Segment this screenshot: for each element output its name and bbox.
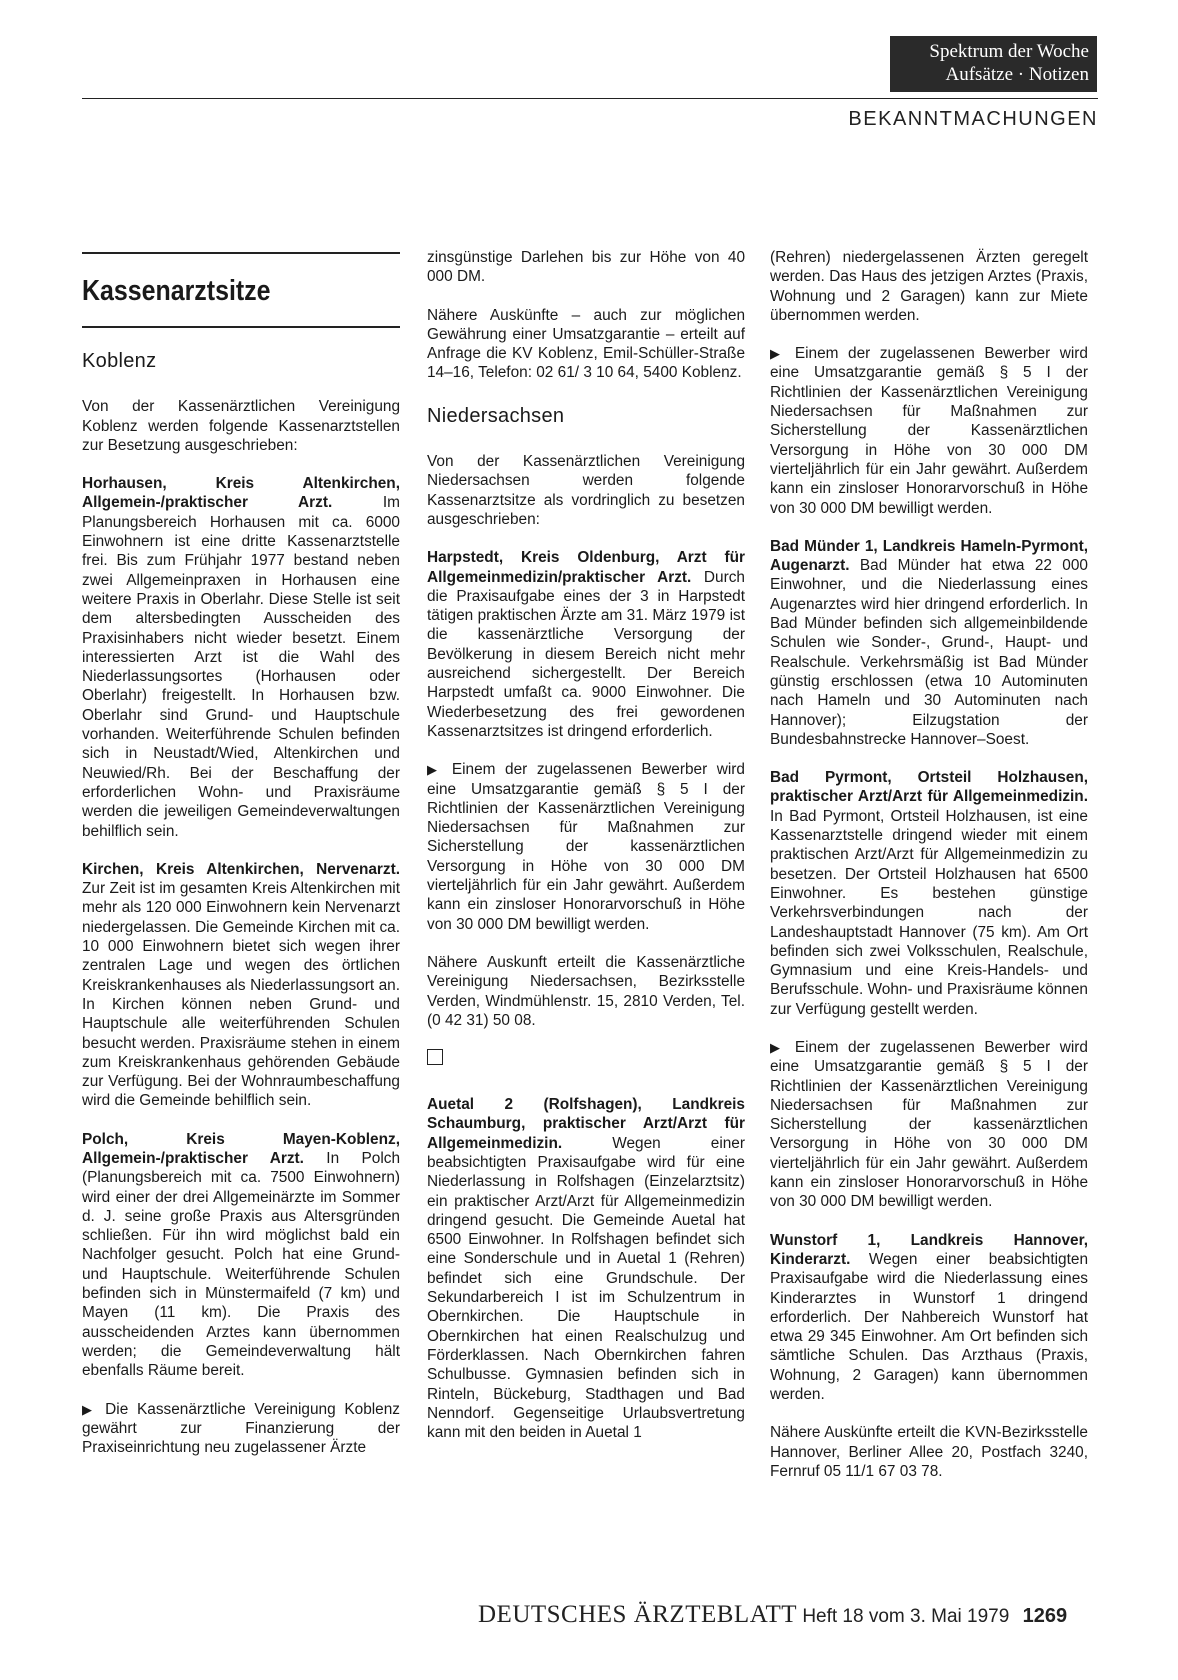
listing-heading: Auetal 2 (Rolfshagen), Landkreis Schaumburg, praktischer Arzt/Arzt für Allgemeinmedizin.: [427, 1096, 745, 1152]
guarantee-paragraph: [770, 1038, 1088, 1212]
issue-info: Heft 18 vom 3. Mai 1979: [802, 1606, 1010, 1627]
listing-heading: Wunstorf 1, Landkreis Hannover, Kinderarzt.: [770, 1231, 1088, 1268]
journal-name: DEUTSCHES ÄRZTEBLATT: [478, 1601, 798, 1628]
column-2: [427, 248, 745, 1461]
listing-body: Bad Münder hat etwa 22 000 Einwohner, und die Niederlassung eines Augenarztes wird hier dringend erforderlich. In Bad Münder befinden sich allgemeinbildende Schulen wie Sonder-, Grund-, Haupt- und Realschule. Verkehrsmäßig ist Bad Münder günstig erschlossen (etwa 10 Autominuten nach Hameln und 30 Autominuten nach Hannover); Eilzugstation der Bundesbahnstrecke Hannover–Soest.: [770, 557, 1088, 748]
page-number: 1269: [1022, 1605, 1068, 1627]
triangle-right-icon: ▶: [770, 346, 786, 362]
guarantee-paragraph: [427, 760, 745, 934]
section-badge: [890, 36, 1097, 92]
funding-paragraph: [82, 1400, 400, 1458]
listing-body: Wegen einer beabsichtigten Praxisaufgabe wird für eine Niederlassung in Rolfshagen (Einzelarztsitz) ein praktischer Arzt/Arzt für Allgemeinmedizin dringend gesucht. Die Gemeinde Auetal hat 6500 Einwohner. In Rolfshagen befindet sich eine Sonderschule und in Auetal 1 (Rehren) befindet sich eine Grundschule. Der Sekundarbereich I ist im Schulzentrum in Obernkirchen. Die Hauptschule in Obernkirchen hat einen Realschulzug und Förderklassen. Nach Obernkirchen fahren Schulbusse. Gymnasien befinden sich in Rinteln, Bückeburg, Stadthagen und Bad Nenndorf. Gegenseitige Urlaubsvertretung kann mit den beiden in Auetal 1: [427, 1134, 745, 1442]
listing-harpstedt: [427, 548, 745, 741]
contact-paragraph-hannover: Nähere Auskünfte erteilt die KVN-Bezirksstelle Hannover, Berliner Allee 20, Postfach 3240, Fernruf 05 11/1 67 03 78.: [770, 1424, 1088, 1480]
listing-wunstorf: [770, 1231, 1088, 1405]
separator-square-icon: [427, 1049, 443, 1065]
paragraph-body: Die Kassenärztliche Vereinigung Koblenz gewährt zur Finanzierung der Praxiseinrichtung neu zugelassener Ärzte: [82, 1400, 400, 1457]
listing-horhausen: [82, 474, 400, 841]
listing-body: Zur Zeit ist im gesamten Kreis Altenkirchen mit mehr als 120 000 Einwohnern kein Nervenarzt niedergelassen. Die Gemeinde Kirchen mit ca. 10 000 Einwohnern bietet sich wegen ihrer zentralen Lage und wegen des örtlichen Kreiskrankenhauses als Niederlassungsort an. In Kirchen können neben Grund- und Hauptschule alle weiterführenden Schulen besucht werden. Praxisräume stehen in einem zum Kreiskrankenhaus gehörenden Gebäude zur Verfügung. Bei der Wohnraumbeschaffung wird die Gemeinde behilflich sein.: [82, 880, 400, 1110]
listing-heading: Horhausen, Kreis Altenkirchen, Allgemein-/praktischer Arzt.: [82, 475, 400, 512]
intro-paragraph: Von der Kassenärztlichen Vereinigung Koblenz werden folgende Kassenarztstellen zur Besetzung ausgeschrieben:: [82, 398, 400, 454]
listing-body: In Polch (Planungsbereich mit ca. 7500 Einwohnern) wird einer der drei Allgemeinärzte im Sommer d. J. seine große Praxis aus Altersgründen schließen. Für ihn wird möglichst bald ein Nachfolger gesucht. Polch hat eine Grund- und Hauptschule. Weiterführende Schulen befinden sich in Münstermaifeld (7 km) und Mayen (11 km). Die Praxis des ausscheidenden Arztes kann übernommen werden; die Gemeindeverwaltung hält ebenfalls Räume bereit.: [82, 1149, 401, 1380]
badge-line-2: Aufsätze · Notizen: [945, 64, 1089, 85]
listing-body: Wegen einer beabsichtigten Praxisaufgabe wird die Niederlassung eines Kinderarztes in Wunstorf 1 dringend erforderlich. Der Nahbereich Wunstorf hat etwa 29 345 Einwohner. Am Ort befinden sich sämtliche Schulen. Das Arzthaus (Praxis, Wohnung, 2 Garagen) kann übernommen werden.: [770, 1250, 1088, 1404]
listing-heading: Bad Pyrmont, Ortsteil Holzhausen, praktischer Arzt/Arzt für Allgemeinmedizin.: [770, 769, 1088, 806]
column-1: [82, 248, 400, 1476]
listing-auetal: [427, 1095, 745, 1442]
listing-bad-muender: [770, 537, 1088, 749]
region-heading-koblenz: Koblenz: [82, 350, 157, 372]
listing-bad-pyrmont: [770, 768, 1088, 1019]
top-rule: [82, 98, 1098, 99]
contact-paragraph-koblenz: Nähere Auskünfte – auch zur möglichen Gewährung einer Umsatzgarantie – erteilt auf Anfrage die KV Koblenz, Emil-Schüller-Straße 14–16, Telefon: 02 61/ 3 10 64, 5400 Koblenz.: [427, 306, 745, 382]
continued-paragraph: zinsgünstige Darlehen bis zur Höhe von 40 000 DM.: [427, 249, 745, 286]
title-rule-top: [82, 252, 400, 254]
paragraph-body: Einem der zugelassenen Bewerber wird eine Umsatzgarantie gemäß § 5 I der Richtlinien der Kassenärztlichen Vereinigung Niedersachsen für Maßnahmen zur Sicherstellung der Kassenärztlichen Versorgung in Höhe von 30 000 DM vierteljährlich für ein Jahr gewährt. Außerdem kann ein zinsloser Honorarvorschuß in Höhe von 30 000 DM bewilligt werden.: [770, 345, 1088, 517]
triangle-right-icon: ▶: [427, 762, 443, 778]
paragraph-body: Einem der zugelassenen Bewerber wird eine Umsatzgarantie gemäß § 5 I der Richtlinien der Kassenärztlichen Vereinigung Niedersachsen für Maßnahmen zur Sicherstellung der kassenärztlichen Versorgung in Höhe von 30 000 DM vierteljährlich für ein Jahr gewährt. Außerdem kann ein zinsloser Honorarvorschuß in Höhe von 30 000 DM bewilligt werden.: [427, 761, 745, 933]
listing-heading: Bad Münder 1, Landkreis Hameln-Pyrmont, Augenarzt.: [770, 537, 1088, 575]
listing-heading: Kirchen, Kreis Altenkirchen, Nervenarzt.: [82, 860, 400, 878]
listing-body: Im Planungsbereich Horhausen mit ca. 6000 Einwohnern ist eine dritte Kassenarztstelle frei. Bis zum Frühjahr 1977 bestand neben zwei Allgemeinpraxen in Horhausen eine weitere Praxis in Oberlahr. Diese Stelle ist seit dem altersbedingten Ausscheiden des Praxisinhabers nicht wieder besetzt. Einem interessierten Arzt ist die Wahl des Niederlassungsortes (Horhausen oder Oberlahr) freigestellt. In Horhausen bzw. Oberlahr sind Grund- und Hauptschule vorhanden. Weiterführende Schulen befinden sich in Neustadt/Wied, Altenkirchen und Neuwied/Rh. Bei der Beschaffung der erforderlichen Wohn- und Praxisräume werden die jeweiligen Gemeindeverwaltungen behilflich sein.: [82, 494, 400, 840]
page-footer: [478, 1601, 1067, 1629]
title-rule-bottom: [82, 326, 400, 328]
section-heading: BEKANNTMACHUNGEN: [848, 108, 1098, 130]
intro-paragraph: Von der Kassenärztlichen Vereinigung Niedersachsen werden folgende Kassenarztsitze als vordringlich zu besetzen ausgeschrieben:: [427, 453, 745, 528]
contact-paragraph-verden: Nähere Auskunft erteilt die Kassenärztliche Vereinigung Niedersachsen, Bezirksstelle Verden, Windmühlenstr. 15, 2810 Verden, Tel. (0 42 31) 50 08.: [427, 953, 745, 1029]
listing-kirchen: [82, 860, 400, 1111]
listing-body: In Bad Pyrmont, Ortsteil Holzhausen, ist eine Kassenarztstelle dringend wieder mit einem praktischen Arzt/Arzt für Allgemeinmedizin zu besetzen. Der Ortsteil Holzhausen hat 6500 Einwohner. Es bestehen günstige Verkehrsverbindungen nach der Landeshauptstadt Hannover (75 km). Am Ort befinden sich zwei Volksschulen, Realschule, Gymnasium und eine Kreis-Handels- und Berufsschule. Wohn- und Praxisräume können zur Verfügung gestellt werden.: [770, 807, 1088, 1018]
listing-heading: Polch, Kreis Mayen-Koblenz, Allgemein-/praktischer Arzt.: [82, 1130, 400, 1167]
region-heading-niedersachsen: Niedersachsen: [427, 404, 565, 427]
triangle-right-icon: ▶: [82, 1401, 97, 1417]
guarantee-paragraph: [770, 344, 1088, 518]
column-3: [770, 248, 1088, 1500]
page-title: Kassenarztsitze: [82, 275, 271, 307]
listing-polch: [82, 1130, 400, 1381]
listing-heading: Harpstedt, Kreis Oldenburg, Arzt für Allgemeinmedizin/praktischer Arzt.: [427, 549, 745, 586]
badge-line-1: Spektrum der Woche: [929, 41, 1089, 62]
listing-body: Durch die Praxisaufgabe eines der 3 in Harpstedt tätigen praktischen Ärzte am 31. März 1979 ist die kassenärztliche Versorgung der Bevölkerung in diesem Bereich nicht mehr ausreichend sichergestellt. Der Bereich Harpstedt umfaßt ca. 9000 Einwohner. Die Wiederbesetzung des frei gewordenen Kassenarztsitzes ist dringend erforderlich.: [427, 568, 745, 740]
paragraph-body: Einem der zugelassenen Bewerber wird eine Umsatzgarantie gemäß § 5 I der Richtlinien der Kassenärztlichen Vereinigung Niedersachsen für Maßnahmen zur Sicherstellung der kassenärztlichen Versorgung in Höhe von 30 000 DM vierteljährlich für ein Jahr gewährt. Außerdem kann ein zinsloser Honorarvorschuß in Höhe von 30 000 DM bewilligt werden.: [770, 1038, 1088, 1211]
triangle-right-icon: ▶: [770, 1039, 786, 1055]
continued-paragraph: (Rehren) niedergelassenen Ärzten geregelt werden. Das Haus des jetzigen Arztes (Praxis, Wohnung und 2 Garagen) kann zur Miete übernommen werden.: [770, 249, 1088, 324]
